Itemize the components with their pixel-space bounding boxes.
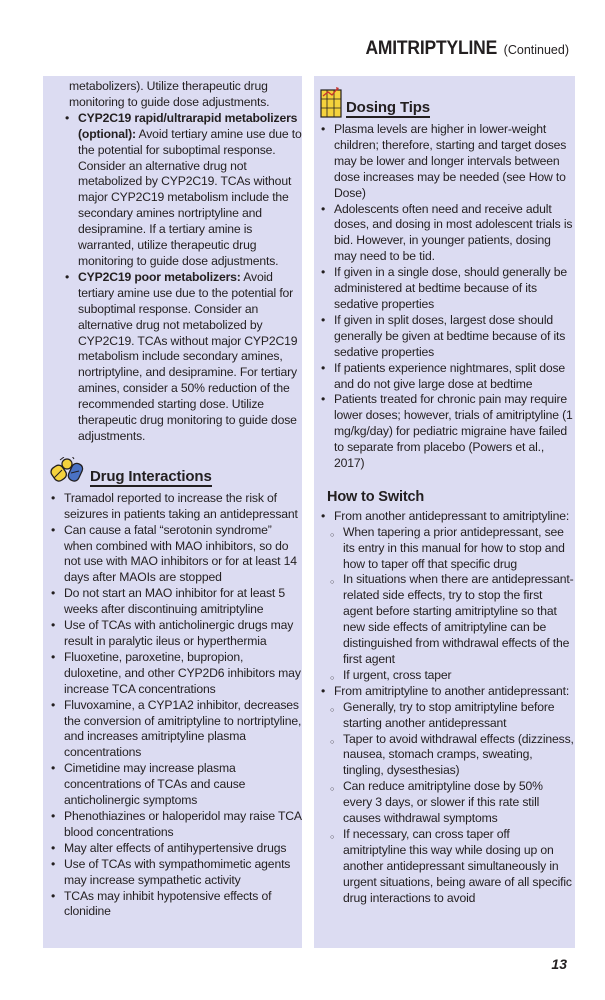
- dosing-chart-icon: [320, 86, 342, 118]
- continued-text: metabolizers). Utilize therapeutic drug monitoring to guide dose adjustments.: [69, 79, 270, 109]
- how-to-switch-title: How to Switch: [327, 488, 425, 505]
- list-item: • From another antidepressant to amitriptyline: ○ When tapering a prior antidepressant, see its entry in this manual for how to stop and how to taper off that specific drug ○ In situations when there are antidepressant-related side effects, try to stop the first agent before starting amitriptyline so that new side effects of amitriptyline can be distinguished from withdrawal effects of the first agent ○ If urgent, cross taper: [320, 509, 575, 684]
- interactions-list: [50, 491, 302, 920]
- sub-list-item: ○ Generally, try to stop amitriptyline before starting another antidepressant: [320, 700, 575, 732]
- dosing-list: [320, 122, 575, 472]
- cyp-list: [64, 111, 302, 445]
- list-item: • Use of TCAs with anticholinergic drugs may result in paralytic ileus or hyperthermia: [50, 618, 302, 650]
- list-item: • TCAs may inhibit hypotensive effects of clonidine: [50, 889, 302, 921]
- drug-interactions-heading: [50, 457, 302, 487]
- list-item: • CYP2C19 poor metabolizers: Avoid tertiary amine use due to the potential for suboptimal response. Consider an alternative drug not metabolized by CYP2C19. TCAs without major CYP2C19 metabolism include secondary amines, nortriptyline, and desipramine. For tertiary amines, consider a 50% reduction of the recommended starting dose. Utilize therapeutic drug monitoring to guide dose adjustments.: [64, 270, 302, 445]
- sub-list-item: ○ If urgent, cross taper: [320, 668, 575, 684]
- list-item: • If patients experience nightmares, split dose and do not give large dose at bedtime: [320, 361, 575, 393]
- list-item: • Phenothiazines or haloperidol may raise TCA blood concentrations: [50, 809, 302, 841]
- dosing-tips-heading: [320, 86, 575, 118]
- drug-interactions-icon: [50, 457, 86, 487]
- left-column: [43, 76, 302, 948]
- list-item: • Can cause a fatal “serotonin syndrome” when combined with MAO inhibitors, so do not use with MAO inhibitors or for at least 14 days after MAOIs are stopped: [50, 523, 302, 587]
- sub-list-item: ○ If necessary, can cross taper off amitriptyline this way while dosing up on another antidepressant simultaneously in urgent situations, being aware of all specific drug interactions to avoid: [320, 827, 575, 907]
- sub-list-item: ○ When tapering a prior antidepressant, see its entry in this manual for how to stop and how to taper off that specific drug: [320, 525, 575, 573]
- switch-from-sublist: [320, 525, 575, 684]
- list-item: • If given in a single dose, should generally be administered at bedtime because of its sedative properties: [320, 265, 575, 313]
- list-item: • CYP2C19 rapid/ultrarapid metabolizers (optional): Avoid tertiary amine use due to the potential for suboptimal response. Consider an alternative drug not metabolized by CYP2C19. TCAs without major CYP2C19 metabolism include the secondary amines nortriptyline and desipramine. If a tertiary amine is warranted, utilize therapeutic drug monitoring to guide dose adjustments.: [64, 111, 302, 270]
- sub-list-item: ○ Can reduce amitriptyline dose by 50% every 3 days, or slower if this rate still causes withdrawal symptoms: [320, 779, 575, 827]
- sub-list-item: ○ In situations when there are antidepressant-related side effects, try to stop the first agent before starting amitriptyline so that new side effects of amitriptyline can be distinguished from withdrawal effects of the first agent: [320, 572, 575, 667]
- list-item: • May alter effects of antihypertensive drugs: [50, 841, 302, 857]
- list-item: • Cimetidine may increase plasma concentrations of TCAs and cause anticholinergic symptoms: [50, 761, 302, 809]
- list-item: • From amitriptyline to another antidepressant: ○ Generally, try to stop amitriptyline before starting another antidepressant ○ Taper to avoid withdrawal effects (dizziness, nausea, stomach cramps, sweating, tingling, dysesthesias) ○ Can reduce amitriptyline dose by 50% every 3 days, or slower if this rate still causes withdrawal symptoms ○ If necessary, can cross taper off amitriptyline this way while dosing up on another antidepressant simultaneously in urgent situations, being aware of all specific drug interactions to avoid: [320, 684, 575, 907]
- list-item: • Fluoxetine, paroxetine, bupropion, duloxetine, and other CYP2D6 inhibitors may increase TCA concentrations: [50, 650, 302, 698]
- list-item: • Patients treated for chronic pain may require lower doses; however, trials of amitriptyline (1 mg/kg/day) for pediatric migraine have failed to separate from placebo (Powers et al., 2017): [320, 392, 575, 472]
- right-column: [314, 76, 575, 948]
- sub-list-item: ○ Taper to avoid withdrawal effects (dizziness, nausea, stomach cramps, sweating, tingling, dysesthesias): [320, 732, 575, 780]
- switch-list: [320, 509, 575, 907]
- list-item: • Do not start an MAO inhibitor for at least 5 weeks after discontinuing amitriptyline: [50, 586, 302, 618]
- list-item: • Plasma levels are higher in lower-weight children; therefore, starting and target doses may be lower and longer intervals between dose increases may be needed (see How to Dose): [320, 122, 575, 202]
- list-item: • Fluvoxamine, a CYP1A2 inhibitor, decreases the conversion of amitriptyline to nortriptyline, and increases amitriptyline plasma concentrations: [50, 698, 302, 762]
- page-number: 13: [551, 956, 567, 972]
- list-item: • Tramadol reported to increase the risk of seizures in patients taking an antidepressant: [50, 491, 302, 523]
- list-item: • If given in split doses, largest dose should generally be given at bedtime because of its sedative properties: [320, 313, 575, 361]
- drug-interactions-title: Drug Interactions: [90, 467, 212, 485]
- continued-label: (Continued): [503, 43, 569, 57]
- list-item: • Adolescents often need and receive adult doses, and dosing in most adolescent trials is bid. However, in younger patients, dosing may need to be tid.: [320, 202, 575, 266]
- drug-title: AMITRIPTYLINE: [365, 38, 497, 59]
- switch-to-sublist: [320, 700, 575, 907]
- list-item: • Use of TCAs with sympathomimetic agents may increase sympathetic activity: [50, 857, 302, 889]
- running-header: [354, 38, 569, 60]
- dosing-tips-title: Dosing Tips: [346, 99, 430, 116]
